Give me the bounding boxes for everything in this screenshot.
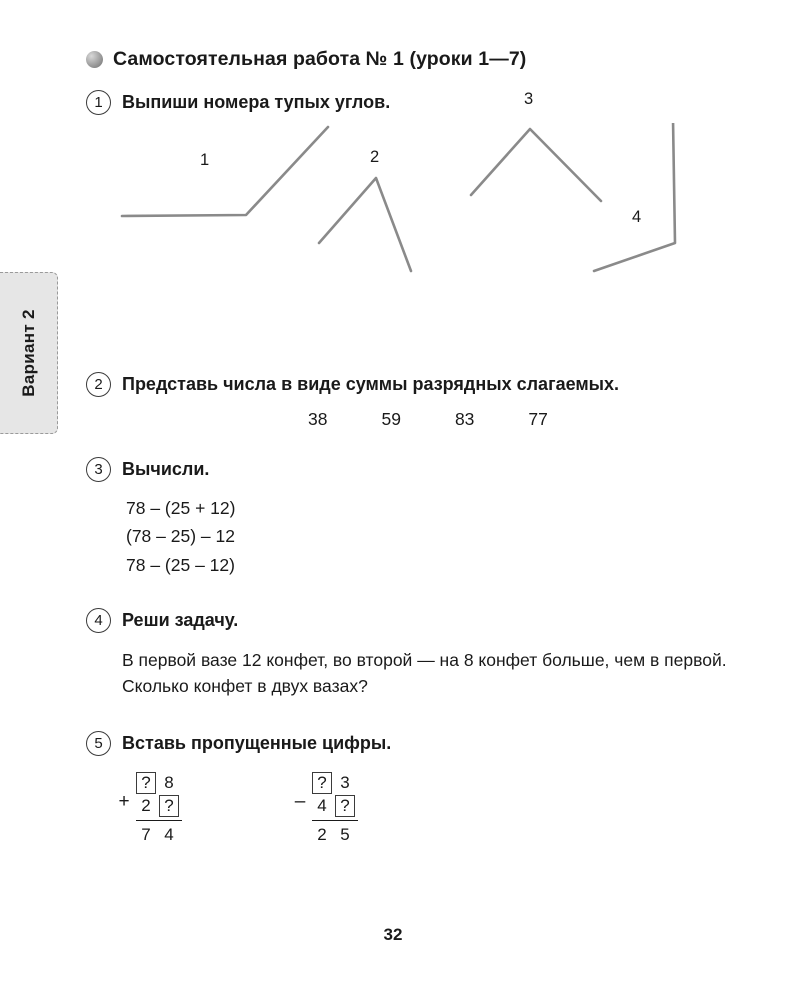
- worksheet-content: [86, 48, 746, 847]
- task-5-instruction: Вставь пропущенные цифры.: [122, 732, 392, 753]
- expression-line: 78 – (25 – 12): [126, 554, 235, 575]
- task-5: [86, 730, 746, 756]
- missing-digit-input[interactable]: ?: [159, 795, 179, 817]
- task-3-expressions: [126, 494, 746, 579]
- angle-1-path: [122, 127, 328, 216]
- column-sum-right-row-1: [312, 772, 358, 795]
- angle-label-1: 1: [200, 151, 210, 169]
- column-sum-left-rule: [136, 820, 182, 821]
- digit: 5: [340, 825, 350, 845]
- task-2-instruction: Представь числа в виде суммы разрядных слагаемых.: [122, 374, 620, 394]
- angle-label-4: 4: [632, 208, 642, 226]
- missing-digit-input[interactable]: ?: [312, 772, 332, 794]
- angle-label-3: 3: [524, 90, 534, 108]
- page-title: Самостоятельная работа № 1 (уроки 1—7): [113, 48, 527, 70]
- angle-3-path: [471, 129, 601, 201]
- column-sum-left-result: [136, 824, 182, 847]
- column-sum-left-operator: +: [118, 790, 130, 812]
- task-5-column-sums: [118, 772, 746, 847]
- angle-label-2: 2: [370, 148, 380, 166]
- angle-2-path: [319, 178, 411, 271]
- column-sum-left-digits: [136, 772, 182, 847]
- page-number: 32: [383, 925, 403, 944]
- column-sum-right: [294, 772, 358, 847]
- task-2-number-item: 77: [528, 409, 548, 429]
- task-2-number-item: 38: [308, 409, 328, 429]
- task-4-problem-text: В первой вазе 12 конфет, во второй — на 8 конфет больше, чем в первой. Сколько конфет в двух вазах?: [122, 650, 727, 697]
- digit: 7: [141, 825, 151, 845]
- task-4: [86, 607, 746, 633]
- task-4-number: 4: [86, 608, 111, 633]
- missing-digit-input[interactable]: ?: [136, 772, 156, 794]
- column-sum-left-row-1: [136, 772, 182, 795]
- column-sum-right-operator: –: [294, 790, 306, 812]
- column-sum-right-rule: [312, 820, 358, 821]
- digit: 4: [164, 825, 174, 845]
- column-sum-right-digits: [312, 772, 358, 847]
- variant-side-tab-label: Вариант 2: [18, 309, 38, 397]
- task-2-number-item: 59: [381, 409, 401, 429]
- task-1: [86, 89, 746, 115]
- column-sum-left-row-2: [136, 795, 182, 818]
- expression-line: 78 – (25 + 12): [126, 498, 236, 518]
- column-sum-left: [118, 772, 182, 847]
- task-4-instruction: Реши задачу.: [122, 610, 239, 631]
- task-1-number: 1: [86, 90, 111, 115]
- digit: 3: [340, 773, 350, 793]
- sphere-bullet-icon: [86, 51, 103, 68]
- variant-side-tab: [0, 272, 58, 434]
- digit: 2: [141, 796, 151, 816]
- task-3-instruction: Вычисли.: [122, 459, 210, 479]
- digit: 2: [317, 825, 327, 845]
- task-2: [86, 371, 746, 397]
- missing-digit-input[interactable]: ?: [335, 795, 355, 817]
- digit: 4: [317, 796, 327, 816]
- column-sum-right-row-2: [312, 795, 358, 818]
- task-5-number: 5: [86, 731, 111, 756]
- angle-4-path: [594, 123, 675, 271]
- column-sum-right-result: [312, 824, 358, 847]
- worksheet-header: [86, 48, 746, 71]
- task-2-number-item: 83: [454, 409, 475, 429]
- task-2-numbers: [308, 409, 746, 430]
- expression-line: (78 – 25) – 12: [126, 526, 235, 547]
- angles-svg: [86, 123, 746, 355]
- task-3: [86, 456, 746, 482]
- digit: 8: [164, 773, 174, 793]
- task-1-instruction: Выпиши номера тупых углов.: [122, 92, 391, 112]
- task-2-number: 2: [86, 372, 111, 397]
- task-3-number: 3: [86, 457, 111, 482]
